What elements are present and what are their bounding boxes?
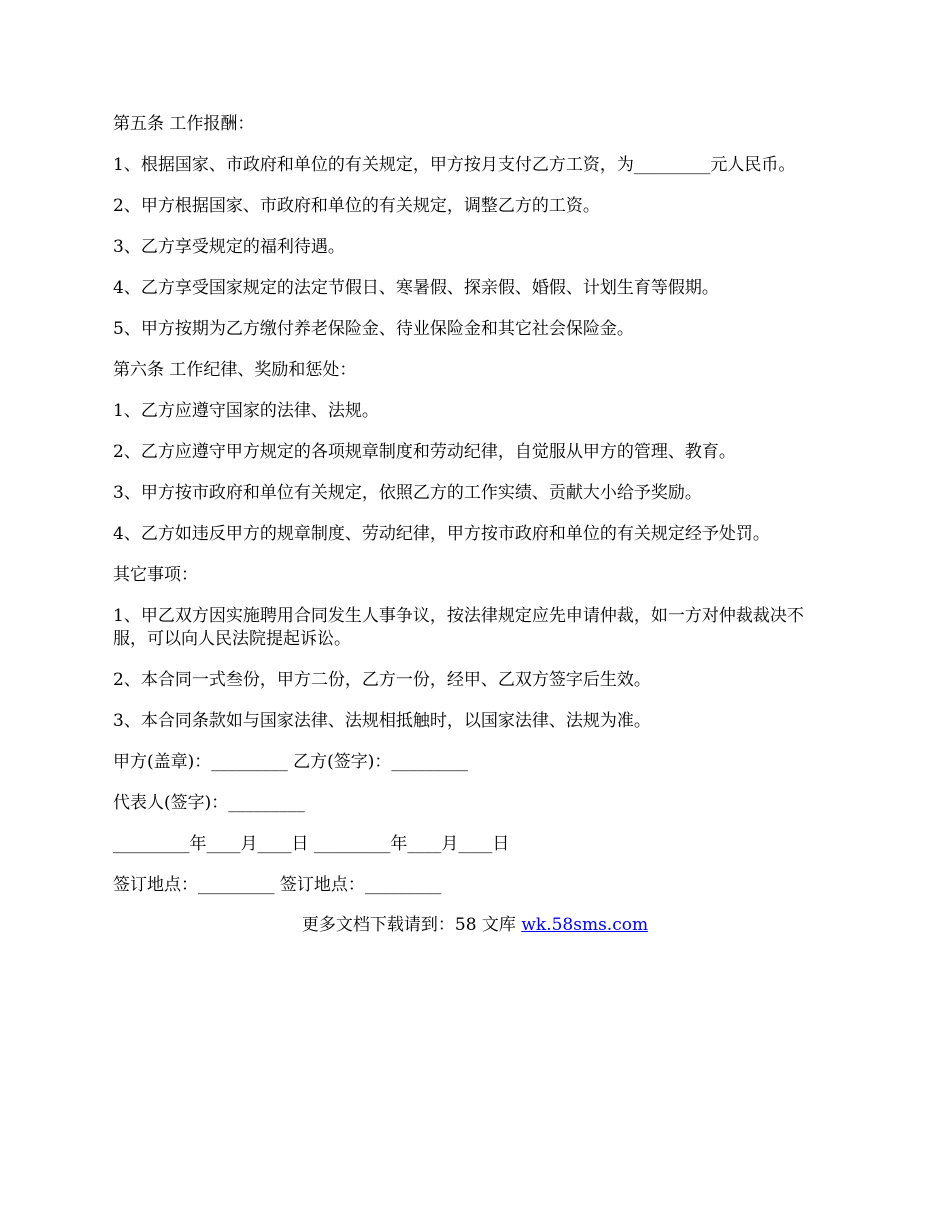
section-5-item-2: 2、甲方根据国家、市政府和单位的有关规定，调整乙方的工资。 [113, 196, 600, 216]
section-5-item-3: 3、乙方享受规定的福利待遇。 [113, 237, 345, 257]
date-line: _________年____月____日 _________年____月____日 [113, 834, 510, 854]
other-matters-item-3: 3、本合同条款如与国家法律、法规相抵触时，以国家法律、法规为准。 [113, 711, 651, 731]
other-matters-item-1: 1、甲乙双方因实施聘用合同发生人事争议，按法律规定应先申请仲裁，如一方对仲裁裁决不服，可以向人民法院提起诉讼。 [113, 606, 804, 649]
other-matters-item-2: 2、本合同一式叁份，甲方二份，乙方一份，经甲、乙双方签字后生效。 [113, 670, 651, 690]
signing-location-line: 签订地点：_________ 签订地点：_________ [113, 875, 442, 895]
section-5-item-1: 1、根据国家、市政府和单位的有关规定，甲方按月支付乙方工资，为_________元人民币。 [113, 155, 796, 175]
section-6-item-1: 1、乙方应遵守国家的法律、法规。 [113, 401, 379, 421]
section-6-item-2: 2、乙方应遵守甲方规定的各项规章制度和劳动纪律，自觉服从甲方的管理、教育。 [113, 442, 736, 462]
footer-link[interactable]: wk.58sms.com [521, 915, 649, 935]
footer [0, 914, 950, 937]
section-6-item-3: 3、甲方按市政府和单位有关规定，依照乙方的工作实绩、贡献大小给予奖励。 [113, 483, 702, 503]
section-6-item-4: 4、乙方如违反甲方的规章制度、劳动纪律，甲方按市政府和单位的有关规定经予处罚。 [113, 524, 770, 544]
section-5-item-5: 5、甲方按期为乙方缴付养老保险金、待业保险金和其它社会保险金。 [113, 319, 634, 339]
section-5-heading: 第五条 工作报酬： [113, 114, 255, 134]
section-5-item-4: 4、乙方享受国家规定的法定节假日、寒暑假、探亲假、婚假、计划生育等假期。 [113, 278, 719, 298]
other-matters-heading: 其它事项： [113, 565, 198, 585]
section-6-heading: 第六条 工作纪律、奖励和惩处： [113, 360, 357, 380]
document-body [113, 113, 853, 915]
representative-signature-line: 代表人(签字)：_________ [113, 793, 305, 813]
footer-text: 更多文档下载请到：58 文库 [301, 915, 522, 935]
signature-parties-line: 甲方(盖章)：_________ 乙方(签字)：_________ [113, 752, 468, 772]
